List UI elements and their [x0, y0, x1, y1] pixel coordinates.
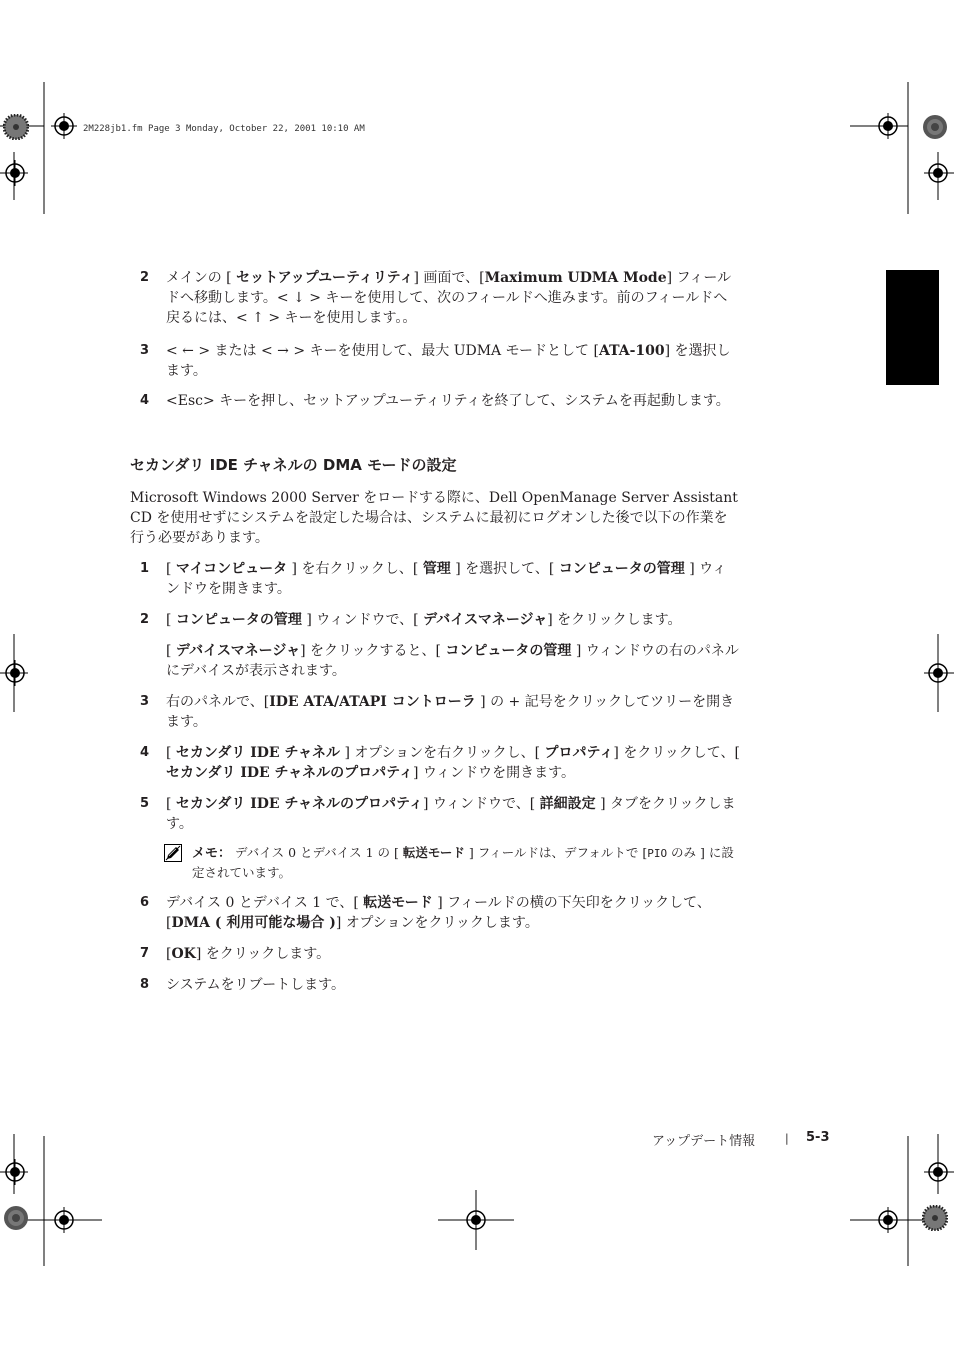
text-run: < ← > または < → > キーを使用して、最大 UDMA モードとして [: [166, 343, 599, 359]
step-number: 1: [140, 561, 150, 576]
ui-term: 詳細設定: [539, 796, 596, 812]
step-number: 8: [140, 977, 150, 992]
footer-separator: |: [785, 1132, 789, 1145]
text-run: ] フィールドへ移動します。< ↓ > キーを使用して、次のフィールドへ進みます。前のフィールドへ戻るには、< ↑ > キーを使用します。。: [166, 270, 732, 326]
text-run: ] タブをクリックします。: [166, 796, 736, 832]
intro-paragraph: Microsoft Windows 2000 Server をロードする際に、Dell OpenManage Server Assistant CD を使用せずにシステムを設定した場合は、システムに最初にログオンした後で以下の作業を行う必要があります。: [130, 490, 738, 546]
color-starburst-icon: [922, 1205, 948, 1231]
step-number: 7: [140, 946, 150, 961]
registration-mark-icon: [875, 1207, 901, 1233]
ui-term: デバイスマネージャ: [175, 643, 301, 659]
registration-mark-icon: [2, 160, 28, 186]
ui-term: セットアップユーティリティ: [236, 270, 414, 286]
text-run: ] をクリックすると、[: [300, 643, 446, 659]
step-number: 3: [140, 694, 150, 709]
ui-term: セカンダリ IDE チャネルのプロパティ: [166, 765, 414, 781]
text-run: ] ウィンドウの右のパネルにデバイスが表示されます。: [166, 643, 739, 679]
ui-term: Maximum UDMA Mode: [484, 270, 667, 286]
text-run: ] 画面で、[: [413, 270, 485, 286]
ui-term: 転送モード: [402, 845, 465, 860]
ui-term: デバイスマネージャ: [423, 612, 548, 628]
text-run: ] の + 記号をクリックしてツリーを開きます。: [166, 694, 735, 730]
text-run: [: [166, 561, 176, 577]
step-number: 4: [140, 745, 150, 760]
ui-term: ATA-100: [598, 343, 665, 359]
ui-term: セカンダリ IDE チャネルのプロパティ: [175, 796, 423, 812]
ui-term: マイコンピュータ: [175, 561, 288, 577]
registration-mark-icon: [2, 1159, 28, 1185]
registration-mark-icon: [925, 160, 951, 186]
text-run: ] ウィンドウを開きます。: [413, 765, 575, 781]
footer-section-title: アップデート情報: [652, 1134, 756, 1149]
ui-term: OK: [171, 946, 196, 962]
ui-term: プロパティ: [544, 745, 614, 761]
registration-mark-icon: [463, 1207, 489, 1233]
ui-term: コンピュータの管理: [175, 612, 302, 628]
text-run: ] ウィンドウで、[: [301, 612, 424, 628]
text-run: ] をクリックして、[: [613, 745, 740, 761]
text-run: デバイス 0 とデバイス 1 で、[: [166, 895, 364, 911]
color-starburst-icon: [3, 114, 29, 140]
text-run: ] をクリックします。: [195, 946, 331, 962]
text-run: 右のパネルで、[: [166, 694, 270, 710]
text-run: ] フィールドの横の下矢印をクリックして、[: [166, 895, 711, 931]
text-run: ] オプションをクリックします。: [335, 915, 539, 931]
text-run: システムをリブートします。: [166, 977, 346, 993]
step-number: 3: [140, 343, 150, 358]
ui-term: DMA ( 利用可能な場合 ): [171, 915, 336, 931]
ui-term: セカンダリ IDE チャネル: [175, 745, 341, 761]
footer-page-number: 5-3: [806, 1130, 830, 1145]
text-run: ] ウィンドウを開きます。: [166, 561, 727, 597]
step-number: 2: [140, 612, 150, 627]
ui-term: コンピュータの管理: [445, 643, 572, 659]
text-run: [: [166, 796, 176, 812]
text-run: [: [166, 745, 176, 761]
text-run: メインの [: [166, 270, 237, 286]
registration-mark-icon: [925, 1159, 951, 1185]
registration-mark-icon: [51, 113, 77, 139]
registration-mark-icon: [925, 660, 951, 686]
text-run: PIO: [647, 847, 668, 860]
text-run: ] を選択して、[: [450, 561, 559, 577]
text-run: [: [166, 643, 176, 659]
text-run: ] を選択します。: [166, 343, 731, 379]
text-run: [: [166, 612, 176, 628]
text-run: ] フィールドは、デフォルトで [: [464, 845, 648, 860]
color-starburst-icon: [3, 1205, 29, 1231]
section-heading: セカンダリ IDE チャネルの DMA モードの設定: [130, 456, 457, 474]
text-run: ] ウィンドウで、[: [422, 796, 540, 812]
ui-term: IDE ATA/ATAPI コントローラ: [269, 694, 476, 710]
text-run: <Esc> キーを押し、セットアップユーティリティを終了して、システムを再起動します。: [166, 393, 730, 409]
registration-mark-icon: [2, 660, 28, 686]
text-run: ] を右クリックし、[: [287, 561, 423, 577]
step-number: 5: [140, 796, 150, 811]
text-run: のみ ] に設定されています。: [192, 845, 734, 880]
registration-mark-icon: [875, 113, 901, 139]
registration-mark-icon: [51, 1207, 77, 1233]
text-run: ] オプションを右クリックし、[: [340, 745, 545, 761]
text-run: デバイス 0 とデバイス 1 の [: [231, 845, 403, 860]
ui-term: コンピュータの管理: [558, 561, 685, 577]
text-run: [: [166, 946, 172, 962]
page-slug: 2M228jb1.fm Page 3 Monday, October 22, 2001 10:10 AM: [83, 124, 365, 134]
step-number: 4: [140, 393, 150, 408]
step-number: 6: [140, 895, 150, 910]
step-number: 2: [140, 270, 150, 285]
text-run: ] をクリックします。: [547, 612, 682, 628]
color-starburst-icon: [922, 114, 948, 140]
note-label: メモ：: [192, 846, 232, 861]
ui-term: 転送モード: [363, 895, 433, 911]
ui-term: 管理: [422, 561, 451, 577]
